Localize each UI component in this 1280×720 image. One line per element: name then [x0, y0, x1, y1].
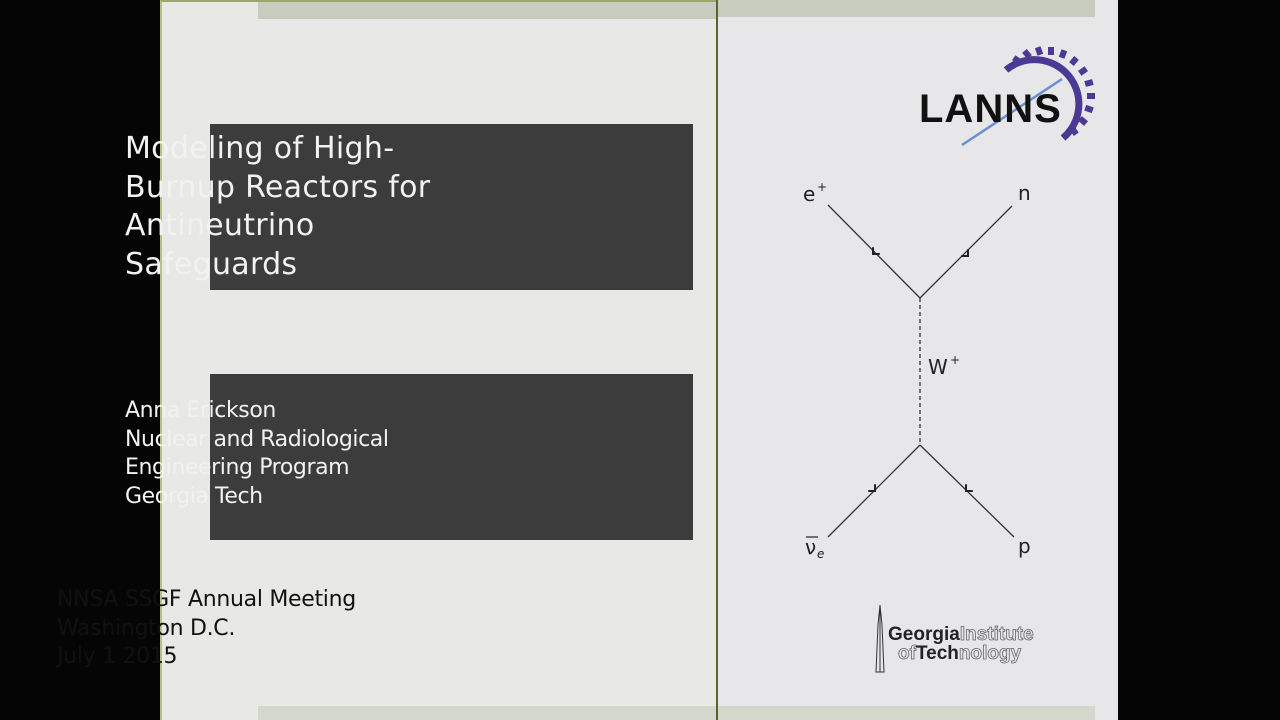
- slide-title: [125, 130, 485, 284]
- meeting-info: [57, 586, 457, 672]
- label-boson: W: [928, 355, 948, 379]
- georgia-tech-logo: [888, 600, 1118, 675]
- label-positron: e: [803, 182, 816, 206]
- author-line: Engineering Program: [125, 455, 350, 481]
- gt-line2: [898, 643, 1022, 664]
- gt-georgia: Georgia: [888, 624, 960, 645]
- title-line: Antineutrino: [125, 208, 315, 243]
- title-line: Safeguards: [125, 246, 298, 282]
- label-antineutrino-sub: e: [817, 547, 825, 561]
- author-line: Georgia Tech: [125, 483, 263, 509]
- author-line: Anna Erickson: [125, 398, 276, 423]
- gt-line1: [888, 624, 1034, 645]
- label-proton: p: [1018, 534, 1031, 558]
- label-antineutrino: ν: [805, 535, 817, 559]
- gt-of: of: [898, 643, 916, 664]
- label-boson-sup: +: [950, 353, 961, 367]
- meeting-line: Washington D.C.: [57, 615, 236, 641]
- title-line: Burnup Reactors for: [125, 169, 431, 205]
- author-line: Nuclear and Radiological: [125, 426, 389, 452]
- author-block: [125, 397, 485, 511]
- meeting-line: July 1 2015: [57, 644, 178, 669]
- label-positron-sup: +: [817, 180, 828, 194]
- meeting-line: NNSA SSGF Annual Meeting: [57, 587, 356, 612]
- gt-nology: nology: [958, 643, 1022, 664]
- label-neutron: n: [1018, 181, 1031, 205]
- lanns-logo: [919, 0, 1110, 160]
- gt-institute: Institute: [959, 624, 1034, 645]
- lanns-wordmark: LANNS: [919, 87, 1062, 131]
- arrow-positron: [873, 248, 879, 254]
- title-line: Modeling of High-: [125, 131, 395, 166]
- gt-tech: Tech: [915, 643, 959, 664]
- arrow-antineutrino: [869, 485, 875, 491]
